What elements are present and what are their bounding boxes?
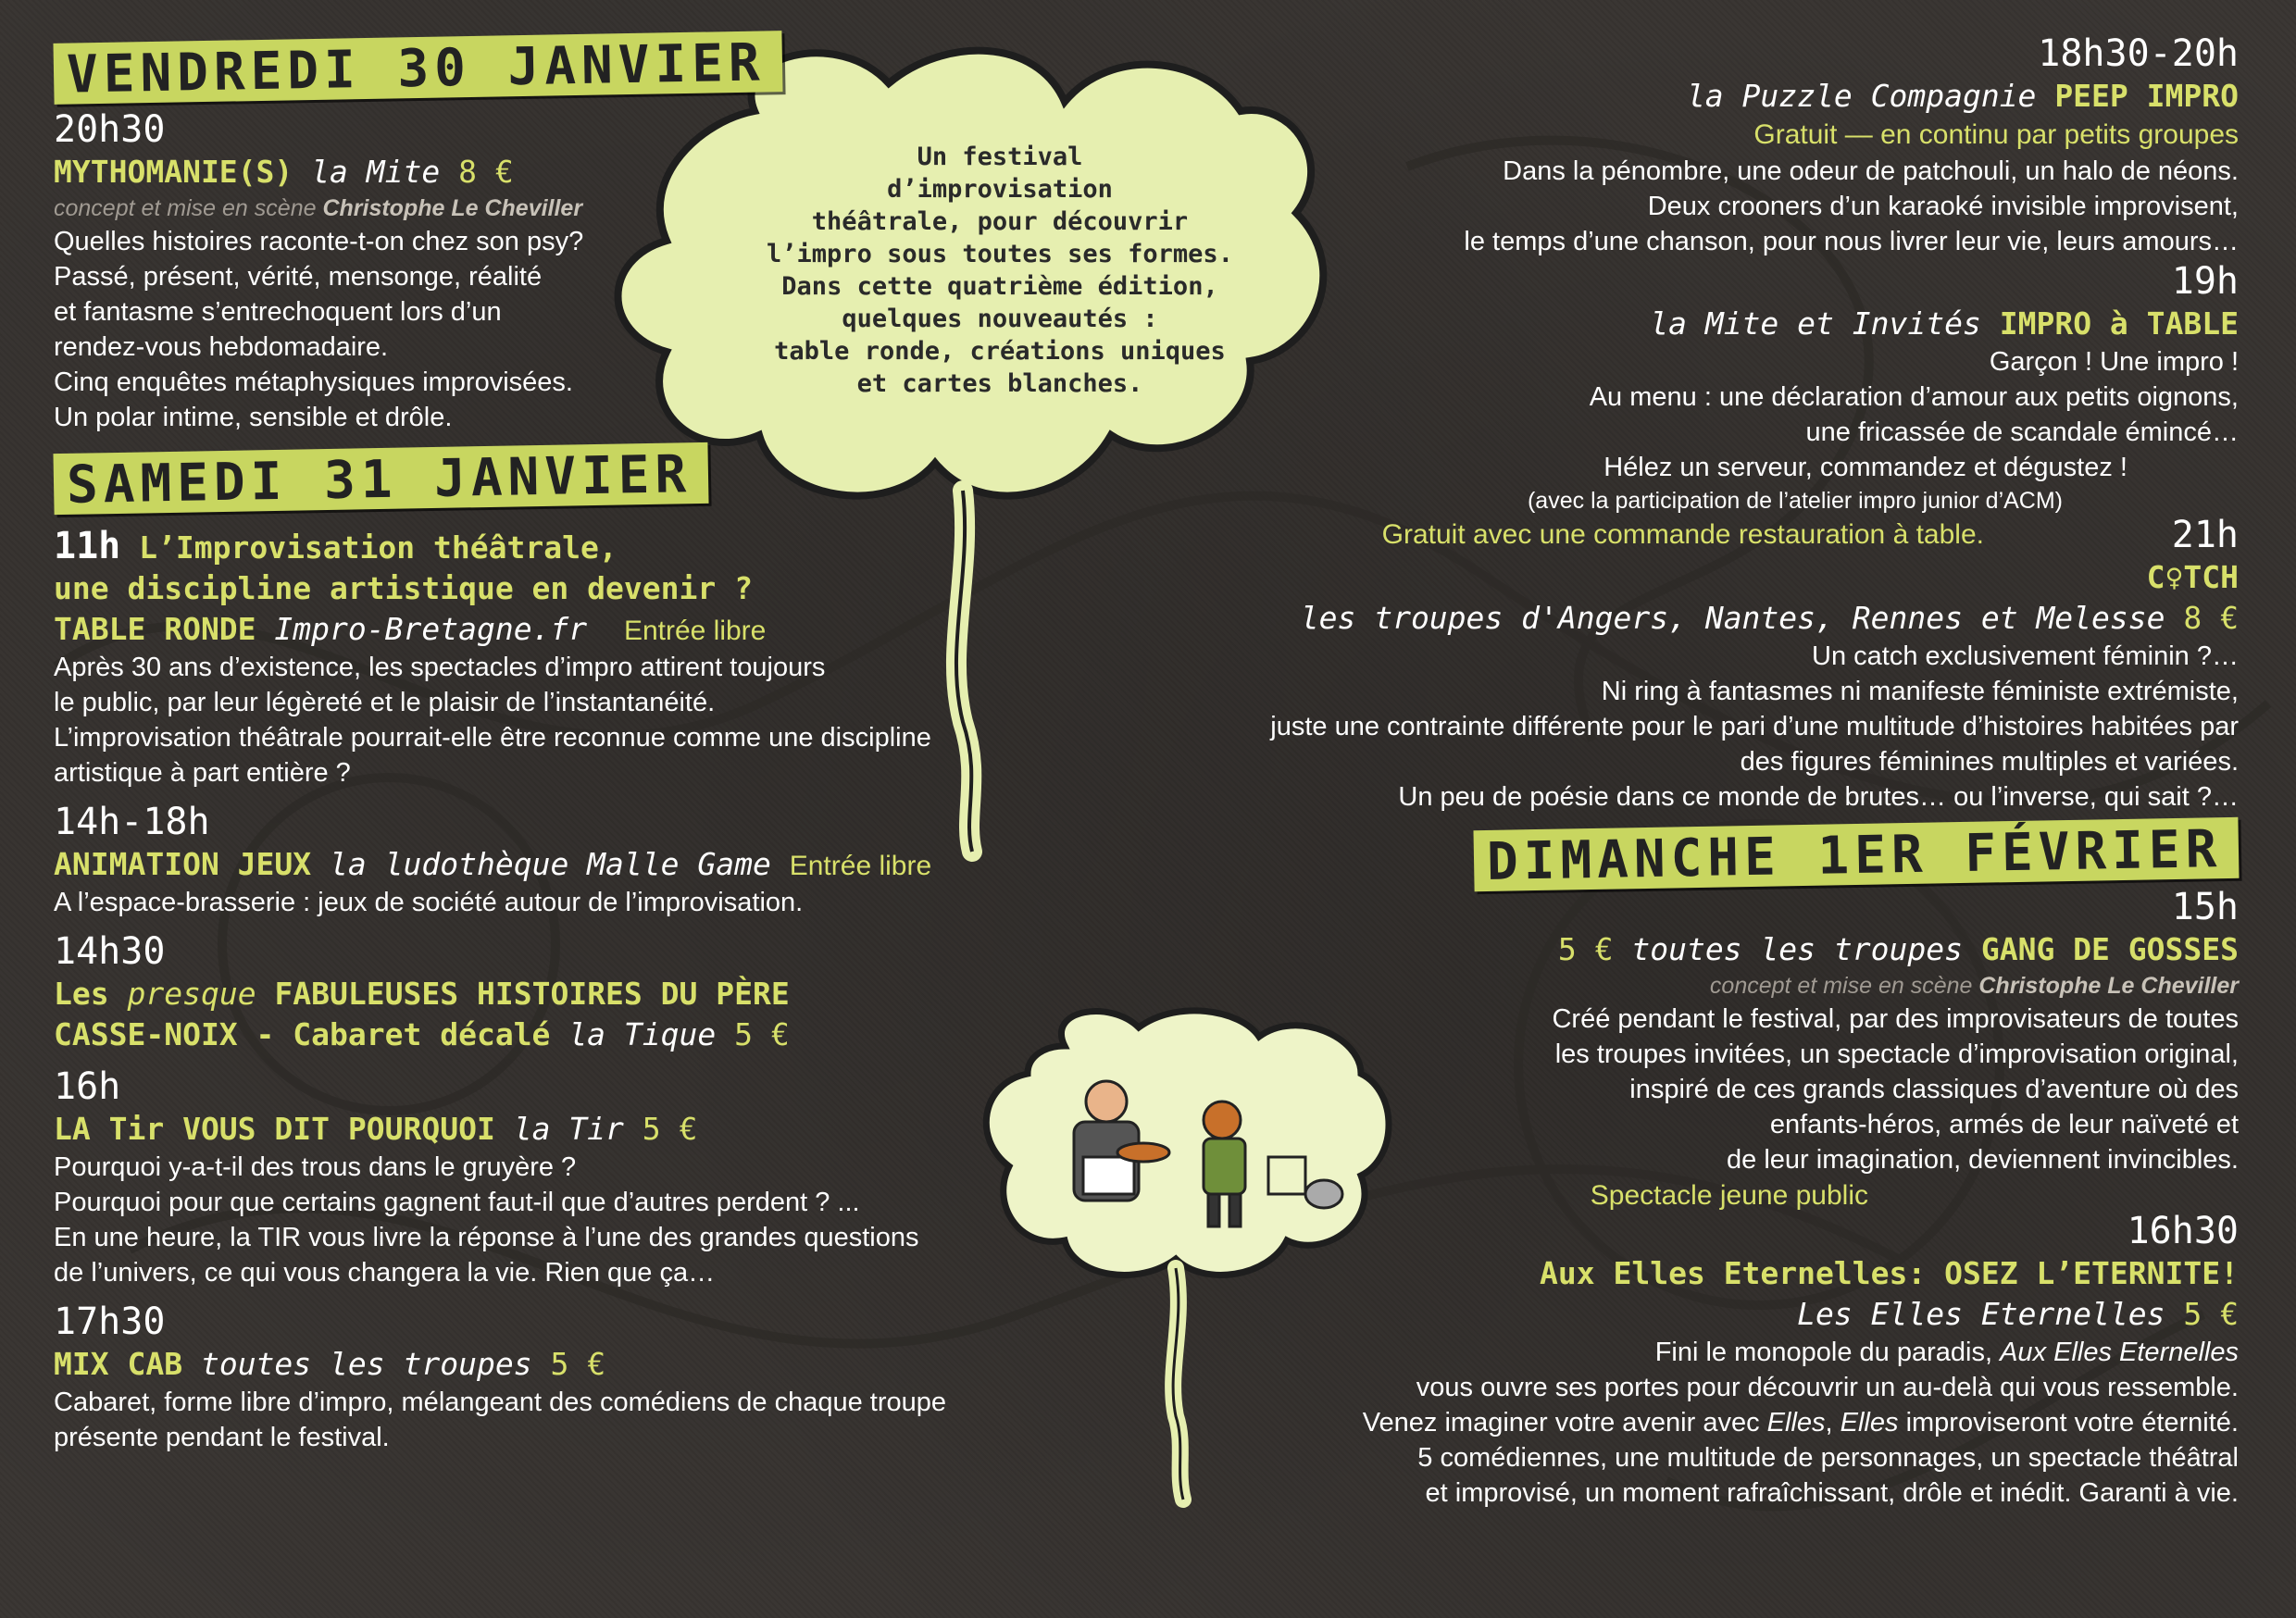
event-time: 18h30-20h bbox=[2038, 32, 2239, 75]
event-title: PEEP IMPRO bbox=[2054, 78, 2239, 114]
desc-line: Ni ring à fantasmes ni manifeste féministe extrémiste, bbox=[1601, 677, 2239, 706]
desc-line: Deux crooners d’un karaoké invisible improvisent, bbox=[1647, 192, 2239, 221]
event-price: 5 € bbox=[642, 1111, 698, 1147]
intro-line: Un festival bbox=[917, 143, 1083, 171]
right-column bbox=[1017, 31, 2239, 1511]
event-title: ANIMATION JEUX bbox=[54, 846, 312, 882]
event-title-line bbox=[1017, 929, 2239, 970]
desc-line: En une heure, la TIR vous livre la réponse à l’une des grandes questions bbox=[54, 1223, 919, 1252]
event-title-line bbox=[1017, 1294, 2239, 1335]
event-description bbox=[1017, 154, 2239, 259]
event-title: Les bbox=[54, 976, 109, 1012]
event-title-line bbox=[54, 1344, 1109, 1385]
intro-line: quelques nouveautés : bbox=[842, 305, 1158, 333]
event-title: C♀TCH bbox=[2146, 559, 2239, 595]
event-price: 5 € bbox=[1557, 931, 1614, 967]
event-title: MIX CAB bbox=[54, 1346, 183, 1382]
desc-line: les troupes invitées, un spectacle d’improvisation original, bbox=[1554, 1039, 2239, 1069]
event-price: 8 € bbox=[458, 154, 514, 190]
event-time: 14h30 bbox=[54, 930, 166, 973]
event-title: CASSE-NOIX - Cabaret décalé bbox=[54, 1016, 551, 1052]
event-title: une discipline artistique en devenir ? bbox=[54, 570, 753, 606]
event-credit bbox=[54, 193, 1109, 224]
event-title-line bbox=[54, 844, 1109, 885]
desc-line: Un peu de poésie dans ce monde de brutes… ou l’inverse, qui sait ?… bbox=[1398, 782, 2239, 812]
event-price: 5 € bbox=[734, 1016, 790, 1052]
credit-label: concept et mise en scène bbox=[1709, 973, 1973, 999]
desc-line: le public, par leur légèreté et le plaisir de l’instantanéité. bbox=[54, 688, 716, 717]
event-title-line bbox=[1017, 76, 2239, 117]
desc-line: Créé pendant le festival, par des improvisateurs de toutes bbox=[1552, 1004, 2239, 1034]
event-time: 20h30 bbox=[54, 108, 166, 151]
intro-line: l’impro sous toutes ses formes. bbox=[767, 240, 1233, 268]
desc-text: Venez imaginer votre avenir avec bbox=[1362, 1408, 1760, 1438]
desc-text: improviseront votre éternité. bbox=[1905, 1408, 2239, 1438]
intro-line: table ronde, créations uniques bbox=[774, 337, 1226, 366]
event-title-italic: presque bbox=[127, 976, 256, 1012]
event-free-badge: Entrée libre bbox=[789, 851, 932, 881]
event-free-badge: Gratuit — en continu par petits groupes bbox=[1753, 119, 2239, 150]
desc-line: le temps d’une chanson, pour nous livrer leur vie, leurs amours… bbox=[1464, 227, 2239, 256]
credit-name: Christophe Le Cheviller bbox=[1978, 973, 2239, 999]
event-time: 11h bbox=[54, 525, 121, 567]
desc-italic: Aux Elles Eternelles bbox=[2000, 1338, 2239, 1367]
event-time: 15h bbox=[2171, 886, 2239, 928]
event-troupe: toutes les troupes bbox=[1631, 931, 1963, 967]
event-title-line bbox=[54, 609, 1109, 650]
desc-line bbox=[1017, 1335, 2239, 1370]
event-title-line bbox=[54, 1109, 1109, 1150]
event-troupe: Impro-Bretagne.fr bbox=[274, 611, 588, 647]
desc-line: Pourquoi y-a-t-il des trous dans le gruyère ? bbox=[54, 1152, 577, 1182]
event-troupe: Les Elles Eternelles bbox=[1797, 1296, 2165, 1332]
event-troupe: la ludothèque Malle Game bbox=[330, 846, 771, 882]
event-title: MYTHOMANIE(S) bbox=[54, 154, 293, 190]
event-title: IMPRO à TABLE bbox=[1999, 305, 2239, 342]
event-description bbox=[54, 224, 1109, 435]
intro-line: Dans cette quatrième édition, bbox=[781, 272, 1218, 301]
desc-line: Un catch exclusivement féminin ?… bbox=[1812, 641, 2239, 671]
desc-line: artistique à part entière ? bbox=[54, 758, 351, 788]
desc-line: présente pendant le festival. bbox=[54, 1423, 390, 1452]
left-column bbox=[54, 32, 1109, 1455]
desc-line: une fricassée de scandale émincé… bbox=[1805, 417, 2239, 447]
event-description bbox=[1017, 344, 2239, 485]
desc-line: Hélez un serveur, commandez et dégustez ! bbox=[1603, 453, 2128, 482]
desc-line: vous ouvre ses portes pour découvrir un au-delà qui vous ressemble. bbox=[1416, 1373, 2239, 1402]
event-price: 5 € bbox=[550, 1346, 606, 1382]
event-description bbox=[1017, 1335, 2239, 1511]
desc-line: et improvisé, un moment rafraîchissant, drôle et inédit. Garanti à vie. bbox=[1425, 1478, 2239, 1508]
event-title: Aux Elles Eternelles: OSEZ L’ETERNITE! bbox=[1540, 1255, 2239, 1291]
intro-line: d’improvisation bbox=[887, 175, 1113, 204]
event-title: L’Improvisation théâtrale, bbox=[139, 529, 618, 566]
desc-italic: Elles bbox=[1840, 1408, 1899, 1438]
intro-line: théâtrale, pour découvrir bbox=[811, 207, 1189, 236]
event-time: 17h30 bbox=[54, 1301, 166, 1343]
event-free-badge: Entrée libre bbox=[623, 616, 767, 646]
event-troupe: toutes les troupes bbox=[200, 1346, 532, 1382]
desc-line: A l’espace-brasserie : jeux de société autour de l’improvisation. bbox=[54, 888, 804, 917]
event-time: 16h bbox=[54, 1065, 121, 1108]
desc-line: L’improvisation théâtrale pourrait-elle être reconnue comme une discipline bbox=[54, 723, 931, 753]
day-label-friday: VENDREDI 30 JANVIER bbox=[53, 31, 782, 105]
day-label-saturday: SAMEDI 31 JANVIER bbox=[53, 442, 708, 515]
event-title: GANG DE GOSSES bbox=[1980, 931, 2239, 967]
event-troupe: la Mite bbox=[311, 154, 441, 190]
desc-line: de l’univers, ce qui vous changera la vie. Rien que ça… bbox=[54, 1258, 716, 1288]
intro-line: et cartes blanches. bbox=[856, 369, 1143, 398]
event-title-line bbox=[54, 1014, 1109, 1055]
event-price: 8 € bbox=[2183, 600, 2239, 636]
desc-line: 5 comédiennes, une multitude de personnages, un spectacle théâtral bbox=[1417, 1443, 2239, 1473]
desc-line: Quelles histoires raconte-t-on chez son psy? bbox=[54, 227, 584, 256]
desc-line: des figures féminines multiples et variées. bbox=[1740, 747, 2239, 777]
event-troupe: la Puzzle Compagnie bbox=[1686, 78, 2037, 114]
event-title-line bbox=[54, 974, 1109, 1014]
desc-line: Après 30 ans d’existence, les spectacles d’impro attirent toujours bbox=[54, 653, 826, 682]
desc-italic: Elles bbox=[1766, 1408, 1826, 1438]
desc-line: Un polar intime, sensible et drôle. bbox=[54, 403, 453, 432]
event-title-line bbox=[1017, 598, 2239, 639]
desc-line bbox=[1017, 1405, 2239, 1440]
desc-text: Fini le monopole du paradis, bbox=[1654, 1338, 1993, 1367]
event-title-line bbox=[1017, 304, 2239, 344]
event-description bbox=[54, 1150, 1109, 1290]
event-time: 14h-18h bbox=[54, 801, 210, 843]
desc-line: de leur imagination, deviennent invincibles. bbox=[1727, 1145, 2239, 1175]
event-time: 21h bbox=[2171, 514, 2239, 556]
desc-line: enfants-héros, armés de leur naïveté et bbox=[1769, 1110, 2239, 1139]
desc-line: rendez-vous hebdomadaire. bbox=[54, 332, 389, 362]
event-time: 16h30 bbox=[2127, 1210, 2239, 1252]
event-free-badge: Gratuit avec une commande restauration à table. bbox=[1381, 519, 1984, 550]
desc-line: Cabaret, forme libre d’impro, mélangeant des comédiens de chaque troupe bbox=[54, 1388, 946, 1417]
event-troupe: la Tir bbox=[513, 1111, 624, 1147]
event-description bbox=[1017, 639, 2239, 815]
desc-text: , bbox=[1825, 1408, 1833, 1438]
event-credit bbox=[1017, 970, 2239, 1002]
event-title-line bbox=[54, 524, 1109, 568]
event-description bbox=[54, 885, 1109, 920]
event-title: TABLE RONDE bbox=[54, 611, 256, 647]
event-title: FABULEUSES HISTOIRES DU PÈRE bbox=[274, 976, 790, 1012]
credit-name: Christophe Le Cheviller bbox=[322, 195, 583, 221]
event-description bbox=[1017, 1002, 2239, 1177]
event-free-badge: Spectacle jeune public bbox=[1590, 1180, 1868, 1211]
desc-line: juste une contrainte différente pour le pari d’une multitude d’histoires habitées par bbox=[1270, 712, 2239, 741]
desc-line: Cinq enquêtes métaphysiques improvisées. bbox=[54, 367, 573, 397]
event-troupe: les troupes d'Angers, Nantes, Rennes et Melesse bbox=[1300, 600, 2165, 636]
desc-line: Dans la pénombre, une odeur de patchouli, un halo de néons. bbox=[1503, 156, 2239, 186]
event-troupe: la Tique bbox=[568, 1016, 717, 1052]
event-price: 5 € bbox=[2183, 1296, 2239, 1332]
event-description bbox=[54, 650, 1109, 790]
desc-line: et fantasme s’entrechoquent lors d’un bbox=[54, 297, 502, 327]
desc-line: Garçon ! Une impro ! bbox=[1989, 347, 2239, 377]
event-title: LA Tir VOUS DIT POURQUOI bbox=[54, 1111, 495, 1147]
event-time: 19h bbox=[2171, 260, 2239, 303]
event-description bbox=[54, 1385, 1109, 1455]
desc-line: inspiré de ces grands classiques d’aventure où des bbox=[1629, 1075, 2239, 1104]
event-note: (avec la participation de l’atelier impro junior d’ACM) bbox=[1527, 488, 2063, 514]
credit-label: concept et mise en scène bbox=[54, 195, 317, 221]
day-label-sunday: DIMANCHE 1ER FÉVRIER bbox=[1473, 817, 2239, 891]
desc-line: Au menu : une déclaration d’amour aux petits oignons, bbox=[1589, 382, 2239, 412]
desc-line: Passé, présent, vérité, mensonge, réalité bbox=[54, 262, 543, 292]
event-title-line bbox=[54, 152, 1109, 193]
desc-line: Pourquoi pour que certains gagnent faut-il que d’autres perdent ? ... bbox=[54, 1188, 860, 1217]
event-troupe: la Mite et Invités bbox=[1650, 305, 1981, 342]
